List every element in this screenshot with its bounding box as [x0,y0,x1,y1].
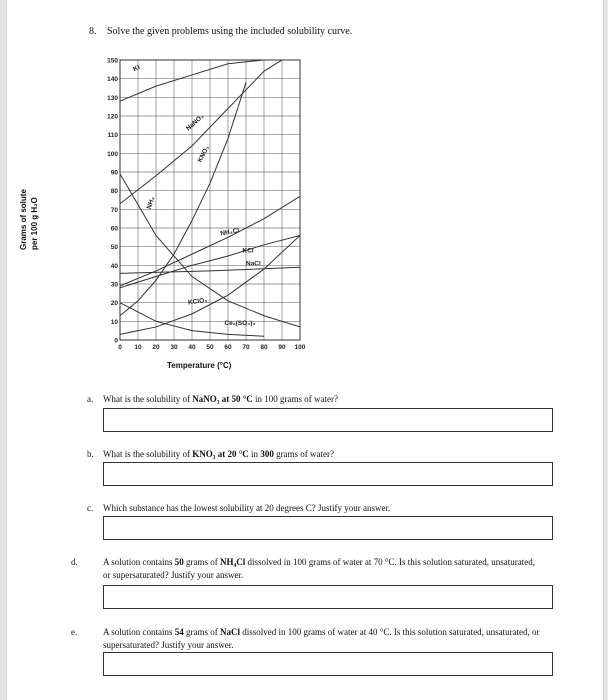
y-axis-label-line2: per 100 g H₂O [30,197,39,250]
question-emphasis: 54 [174,627,184,637]
x-tick-label: 80 [260,344,268,351]
question-letter: b. [87,449,94,459]
series-label: KClO₃ [187,296,208,307]
question-emphasis: NH₄Cl [220,557,246,567]
y-tick-label: 50 [110,244,118,252]
question-emphasis: NaNO₃ at 50 °C [192,394,253,404]
question-fragment: What is the solubility of [103,394,193,404]
question-emphasis: NaCl [220,627,240,637]
worksheet-page [6,0,604,700]
answer-box-d[interactable] [103,585,553,609]
y-tick-label: 0 [114,337,118,345]
question-letter: c. [87,503,94,513]
question-c [87,502,527,515]
question-d [71,556,543,582]
question-text [103,449,334,459]
y-tick-label: 100 [107,150,118,158]
y-axis-label-line1: Grams of solute [19,189,28,250]
y-tick-label: 150 [107,57,118,65]
x-tick-label: 30 [170,344,178,351]
question-e [71,626,543,652]
x-tick-label: 10 [134,344,142,351]
question-emphasis: 50 [174,557,184,567]
y-tick-label: 60 [110,225,118,233]
series-label: NaCl [246,260,261,268]
y-tick-label: 110 [107,132,118,140]
series-label: NH₃ [145,195,157,210]
answer-box-c[interactable] [103,516,553,540]
question-fragment: grams of [183,557,220,567]
answer-box-a[interactable] [103,408,553,432]
x-tick-label: 50 [206,344,214,351]
question-fragment: dissolved in 100 grams of water at 70 °C. Is this solution saturated, unsaturated, or supersaturated? Justify your answer. [103,557,536,580]
y-tick-label: 20 [110,300,118,308]
series-label: KI [132,63,142,74]
question-a [87,393,527,406]
y-tick-label: 120 [107,113,118,121]
question-fragment: dissolved in 100 grams of water at 40 °C. Is this solution saturated, unsaturated, or supersaturated? Justify your answer. [103,627,540,650]
solubility-chart [7,0,603,360]
question-fragment: What is the solubility of [103,449,193,459]
y-tick-label: 40 [110,262,118,270]
x-tick-label: 100 [294,344,306,351]
question-fragment: Which substance has the lowest solubility at 20 degrees C? Justify your answer. [103,503,391,513]
question-text [103,394,338,404]
x-tick-label: 90 [278,344,286,351]
question-emphasis: KNO₃ at 20 °C [192,449,249,459]
question-fragment: grams of [183,627,220,637]
series-label: KNO₃ [196,144,211,164]
series-line-kno3 [120,82,246,315]
y-tick-label: 80 [110,188,118,196]
y-tick-label: 70 [110,206,118,214]
question-fragment: grams of water? [273,449,335,459]
question-fragment: A solution contains [103,627,175,637]
answer-box-b[interactable] [103,462,553,486]
y-tick-label: 90 [110,169,118,177]
question-fragment: in 100 grams of water? [252,394,339,404]
series-label: KCl [242,247,254,255]
answer-box-e[interactable] [103,652,553,676]
question-letter: d. [71,557,78,567]
question-text [103,627,540,650]
series-line-nano3 [120,60,282,204]
series-label: Ce₂(SO₄)₃ [224,320,256,328]
x-tick-label: 20 [152,344,160,351]
question-letter: a. [87,394,94,404]
question-emphasis: 300 [260,449,274,459]
problem-number: 8. [89,26,97,37]
x-tick-label: 70 [242,344,250,351]
series-label: NH₄Cl [219,227,240,238]
x-tick-label: 60 [224,344,232,351]
x-axis-label: Temperature (°C) [167,361,232,370]
x-tick-label: 40 [188,344,196,351]
y-tick-label: 30 [110,281,118,289]
question-text [103,503,390,513]
question-fragment: A solution contains [103,557,175,567]
x-tick-label: 0 [118,344,122,351]
y-tick-label: 140 [107,76,118,84]
y-tick-label: 10 [110,318,118,326]
question-text [103,557,535,580]
question-fragment: in [248,449,261,459]
question-b [87,448,527,461]
question-letter: e. [71,627,78,637]
problem-text: Solve the given problems using the included solubility curve. [107,26,353,37]
y-tick-label: 130 [107,94,118,102]
series-label: NaNO₃ [185,113,206,133]
